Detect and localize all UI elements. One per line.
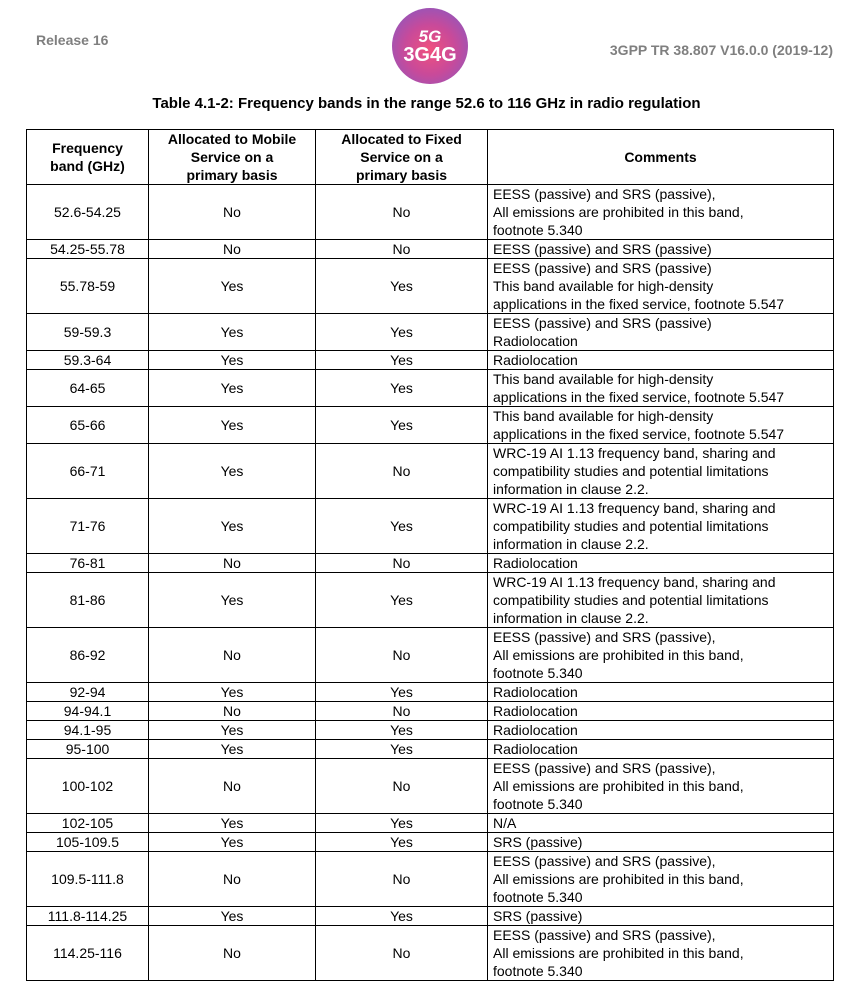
mobile-service-cell: No (149, 185, 316, 240)
fixed-service-cell: Yes (316, 683, 488, 702)
table-row (27, 759, 834, 814)
frequency-band-cell: 55.78-59 (27, 259, 149, 314)
frequency-band-cell: 54.25-55.78 (27, 240, 149, 259)
table-row (27, 833, 834, 852)
frequency-band-cell: 105-109.5 (27, 833, 149, 852)
comments-cell: WRC-19 AI 1.13 frequency band, sharing and compatibility studies and potential limitations information in clause 2.2. (488, 499, 834, 554)
comments-cell: WRC-19 AI 1.13 frequency band, sharing and compatibility studies and potential limitations information in clause 2.2. (488, 444, 834, 499)
release-label: Release 16 (36, 32, 109, 48)
table-row (27, 351, 834, 370)
frequency-band-cell: 109.5-111.8 (27, 852, 149, 907)
mobile-service-cell: No (149, 702, 316, 721)
mobile-service-cell: No (149, 852, 316, 907)
comments-cell: This band available for high-density applications in the fixed service, footnote 5.547 (488, 407, 834, 444)
table-row (27, 628, 834, 683)
table-row (27, 573, 834, 628)
frequency-band-cell: 81-86 (27, 573, 149, 628)
comments-cell: Radiolocation (488, 554, 834, 573)
mobile-service-cell: No (149, 926, 316, 981)
comments-cell: Radiolocation (488, 721, 834, 740)
comments-cell: Radiolocation (488, 740, 834, 759)
fixed-service-cell: Yes (316, 370, 488, 407)
fixed-service-cell: Yes (316, 314, 488, 351)
logo-text-5g: 5G (418, 26, 442, 46)
mobile-service-cell: No (149, 628, 316, 683)
header-frequency-band: Frequency band (GHz) (27, 130, 149, 185)
table-row (27, 240, 834, 259)
comments-cell: EESS (passive) and SRS (passive), All emissions are prohibited in this band, footnote 5.340 (488, 852, 834, 907)
mobile-service-cell: Yes (149, 573, 316, 628)
frequency-band-cell: 59-59.3 (27, 314, 149, 351)
frequency-band-cell: 65-66 (27, 407, 149, 444)
fixed-service-cell: No (316, 628, 488, 683)
comments-cell: EESS (passive) and SRS (passive) Radiolocation (488, 314, 834, 351)
mobile-service-cell: No (149, 554, 316, 573)
mobile-service-cell: Yes (149, 907, 316, 926)
mobile-service-cell: Yes (149, 444, 316, 499)
mobile-service-cell: Yes (149, 721, 316, 740)
table-row (27, 852, 834, 907)
table-caption: Table 4.1-2: Frequency bands in the range 52.6 to 116 GHz in radio regulation (152, 95, 701, 112)
mobile-service-cell: No (149, 240, 316, 259)
frequency-band-cell: 95-100 (27, 740, 149, 759)
table-header-row (27, 130, 834, 185)
frequency-band-cell: 94-94.1 (27, 702, 149, 721)
comments-cell: SRS (passive) (488, 833, 834, 852)
mobile-service-cell: Yes (149, 814, 316, 833)
mobile-service-cell: Yes (149, 314, 316, 351)
mobile-service-cell: Yes (149, 683, 316, 702)
mobile-service-cell: Yes (149, 370, 316, 407)
frequency-band-cell: 86-92 (27, 628, 149, 683)
table-row (27, 926, 834, 981)
header-mobile-service: Allocated to Mobile Service on a primary basis (149, 130, 316, 185)
mobile-service-cell: Yes (149, 833, 316, 852)
table-row (27, 259, 834, 314)
header-comments: Comments (488, 130, 834, 185)
fixed-service-cell: Yes (316, 407, 488, 444)
comments-cell: EESS (passive) and SRS (passive), All emissions are prohibited in this band, footnote 5.340 (488, 185, 834, 240)
fixed-service-cell: Yes (316, 907, 488, 926)
mobile-service-cell: Yes (149, 351, 316, 370)
logo-text-3g4g: 3G4G (403, 43, 457, 66)
fixed-service-cell: No (316, 240, 488, 259)
comments-cell: EESS (passive) and SRS (passive), All emissions are prohibited in this band, footnote 5.340 (488, 759, 834, 814)
table-row (27, 444, 834, 499)
table-row (27, 314, 834, 351)
mobile-service-cell: Yes (149, 740, 316, 759)
mobile-service-cell: Yes (149, 407, 316, 444)
frequency-band-cell: 102-105 (27, 814, 149, 833)
fixed-service-cell: Yes (316, 721, 488, 740)
frequency-band-cell: 52.6-54.25 (27, 185, 149, 240)
fixed-service-cell: No (316, 702, 488, 721)
table-row (27, 740, 834, 759)
fixed-service-cell: Yes (316, 740, 488, 759)
comments-cell: SRS (passive) (488, 907, 834, 926)
fixed-service-cell: Yes (316, 573, 488, 628)
fixed-service-cell: Yes (316, 833, 488, 852)
comments-cell: N/A (488, 814, 834, 833)
frequency-band-cell: 100-102 (27, 759, 149, 814)
table-row (27, 814, 834, 833)
fixed-service-cell: Yes (316, 499, 488, 554)
frequency-band-cell: 76-81 (27, 554, 149, 573)
frequency-band-cell: 111.8-114.25 (27, 907, 149, 926)
comments-cell: Radiolocation (488, 683, 834, 702)
comments-cell: EESS (passive) and SRS (passive), All emissions are prohibited in this band, footnote 5.340 (488, 628, 834, 683)
table-row (27, 370, 834, 407)
frequency-band-cell: 66-71 (27, 444, 149, 499)
comments-cell: WRC-19 AI 1.13 frequency band, sharing and compatibility studies and potential limitations information in clause 2.2. (488, 573, 834, 628)
frequency-band-cell: 59.3-64 (27, 351, 149, 370)
fixed-service-cell: No (316, 554, 488, 573)
fixed-service-cell: No (316, 852, 488, 907)
table-row (27, 907, 834, 926)
mobile-service-cell: Yes (149, 499, 316, 554)
frequency-band-cell: 71-76 (27, 499, 149, 554)
table-row (27, 721, 834, 740)
comments-cell: EESS (passive) and SRS (passive), All emissions are prohibited in this band, footnote 5.340 (488, 926, 834, 981)
frequency-band-cell: 92-94 (27, 683, 149, 702)
table-row (27, 683, 834, 702)
table-body (27, 185, 834, 981)
frequency-band-cell: 94.1-95 (27, 721, 149, 740)
comments-cell: EESS (passive) and SRS (passive) (488, 240, 834, 259)
table-row (27, 702, 834, 721)
frequency-bands-table (26, 129, 834, 981)
fixed-service-cell: No (316, 926, 488, 981)
header-fixed-service: Allocated to Fixed Service on a primary basis (316, 130, 488, 185)
table-row (27, 185, 834, 240)
fixed-service-cell: Yes (316, 814, 488, 833)
table-row (27, 554, 834, 573)
table-row (27, 499, 834, 554)
fixed-service-cell: Yes (316, 259, 488, 314)
document-id: 3GPP TR 38.807 V16.0.0 (2019-12) (609, 42, 833, 58)
fixed-service-cell: No (316, 185, 488, 240)
fixed-service-cell: Yes (316, 351, 488, 370)
frequency-band-cell: 114.25-116 (27, 926, 149, 981)
comments-cell: This band available for high-density applications in the fixed service, footnote 5.547 (488, 370, 834, 407)
mobile-service-cell: Yes (149, 259, 316, 314)
comments-cell: Radiolocation (488, 702, 834, 721)
mobile-service-cell: No (149, 759, 316, 814)
fixed-service-cell: No (316, 444, 488, 499)
3g4g-logo (392, 8, 468, 84)
comments-cell: Radiolocation (488, 351, 834, 370)
frequency-band-cell: 64-65 (27, 370, 149, 407)
comments-cell: EESS (passive) and SRS (passive) This band available for high-density applications in the fixed service, footnote 5.547 (488, 259, 834, 314)
table-row (27, 407, 834, 444)
fixed-service-cell: No (316, 759, 488, 814)
